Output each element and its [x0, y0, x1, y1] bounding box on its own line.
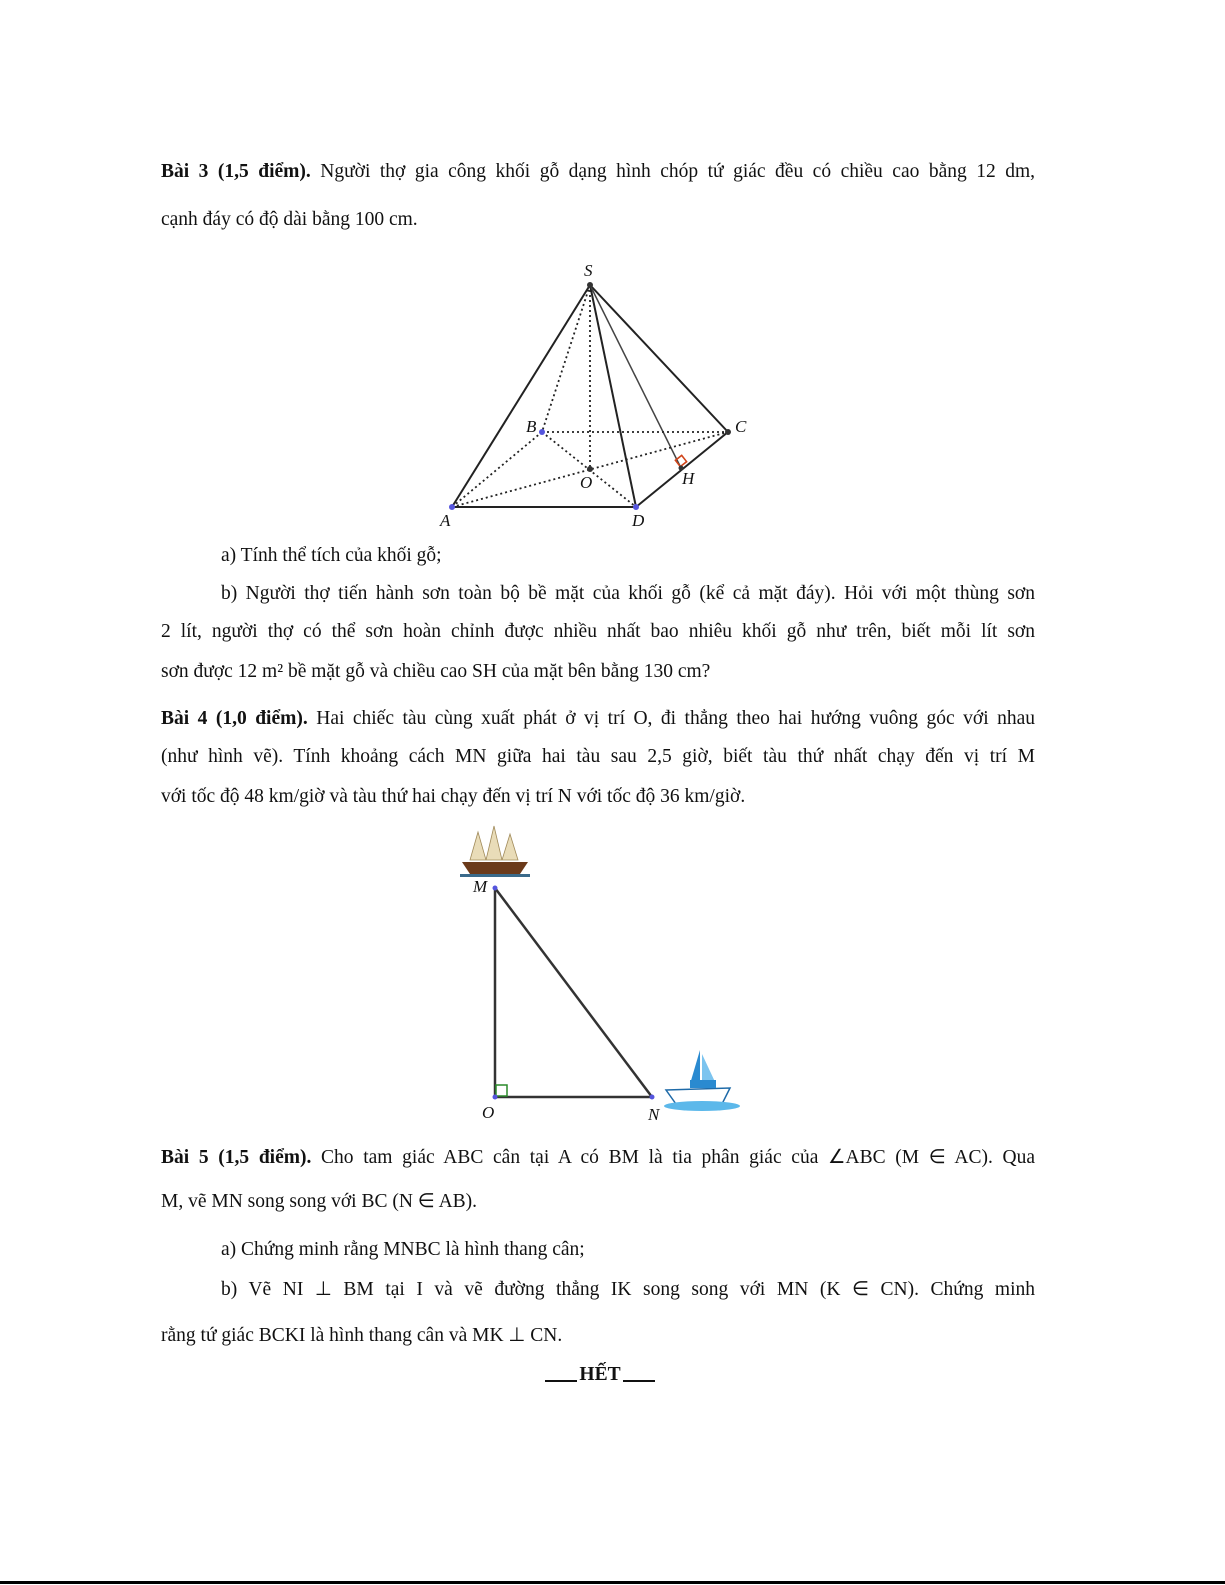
label-D: D [632, 511, 645, 530]
bai5-part-b1: b) Vẽ NI ⊥ BM tại I và vẽ đường thẳng IK song song với MN (K ∈ CN). Chứng minh [221, 1279, 1035, 1300]
bai5-title: Bài 5 (1,5 điểm). [161, 1147, 312, 1168]
label-B: B [526, 417, 537, 436]
label-A: A [440, 511, 451, 530]
bai5-part-b2: rằng tứ giác BCKI là hình thang cân và MK ⊥ CN. [161, 1325, 563, 1346]
end-mark [0, 1363, 1200, 1387]
bai3-part-b1: b) Người thợ tiến hành sơn toàn bộ bề mặt của khối gỗ (kể cả mặt đáy). Hỏi với một thùng sơn [221, 583, 1035, 604]
end-mark-text: HẾT [579, 1364, 621, 1385]
bai3-part-a: a) Tính thể tích của khối gỗ; [221, 545, 442, 566]
bai4-line3: với tốc độ 48 km/giờ và tàu thứ hai chạy đến vị trí N với tốc độ 36 km/giờ. [161, 786, 746, 807]
bai5-line2: M, vẽ MN song song với BC (N ∈ AB). [161, 1191, 478, 1212]
label-S: S [584, 261, 593, 280]
label-M: M [473, 877, 488, 896]
bai3-part-b3: sơn được 12 m² bề mặt gỗ và chiều cao SH của mặt bên bằng 130 cm? [161, 661, 711, 682]
label-O2: O [482, 1103, 495, 1122]
bai5-line1 [161, 1146, 1035, 1170]
bai3-title: Bài 3 (1,5 điểm). [161, 161, 311, 182]
speedboat-icon [664, 1050, 740, 1111]
bai3-text: Người thợ gia công khối gỗ dạng hình chóp tứ giác đều có chiều cao bằng 12 dm, [320, 161, 1035, 182]
bai4-text: Hai chiếc tàu cùng xuất phát ở vị trí O, đi thẳng theo hai hướng vuông góc với nhau [316, 708, 1036, 729]
bai5-part-a: a) Chứng minh rằng MNBC là hình thang cân; [221, 1239, 585, 1260]
bai3-part-b2: 2 lít, người thợ có thể sơn hoàn chỉnh được nhiều nhất bao nhiêu khối gỗ như trên, biết mỗi lít sơn [161, 621, 1035, 642]
bai5-text: Cho tam giác ABC cân tại A có BM là tia phân giác của ∠ABC (M ∈ AC). Qua [321, 1147, 1036, 1168]
bai3-line2: cạnh đáy có độ dài bằng 100 cm. [161, 209, 418, 230]
label-H: H [682, 469, 695, 488]
label-N: N [648, 1105, 660, 1124]
bai4-line1 [161, 707, 1035, 731]
bai4-title: Bài 4 (1,0 điểm). [161, 708, 308, 729]
bai4-line2: (như hình vẽ). Tính khoảng cách MN giữa hai tàu sau 2,5 giờ, biết tàu thứ nhất chạy đến vị trí M [161, 746, 1035, 767]
ships-figure [460, 826, 740, 1111]
label-C: C [735, 417, 747, 436]
label-O: O [580, 473, 593, 492]
page-bottom-rule [0, 1581, 1225, 1584]
sailing-ship-icon [460, 826, 530, 877]
